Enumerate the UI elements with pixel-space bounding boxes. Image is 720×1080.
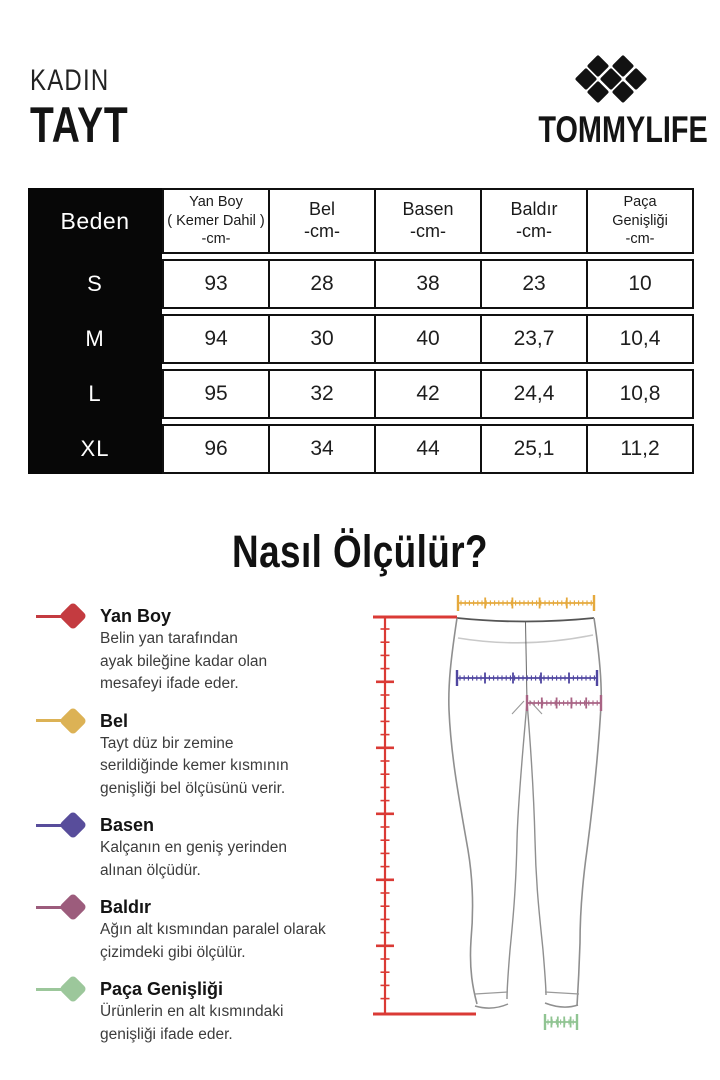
column-header: Yan Boy ( Kemer Dahil ) -cm- <box>162 188 270 254</box>
legend-item-description-line: çizimdeki gibi ölçülür. <box>100 943 246 961</box>
size-value-cell: 38 <box>374 259 482 309</box>
column-header: Basen -cm- <box>374 188 482 254</box>
legend-item <box>36 709 368 801</box>
size-label: M <box>85 326 105 351</box>
size-label: S <box>87 271 103 296</box>
column-header: Paça Genişliği -cm- <box>586 188 694 254</box>
size-value-cell: 23,7 <box>480 314 588 364</box>
size-value-cell: 23 <box>480 259 588 309</box>
size-value-cell: 96 <box>162 424 270 474</box>
column-header: Baldır -cm- <box>480 188 588 254</box>
legend-item-description-line: genişliği ifade eder. <box>100 1025 233 1043</box>
size-value-cell: 95 <box>162 369 270 419</box>
diamond-marker-icon <box>36 709 100 733</box>
table-body <box>162 259 694 474</box>
size-value-cell: 10 <box>586 259 694 309</box>
legend-item <box>36 813 368 882</box>
legend-item-title: Yan Boy <box>100 606 172 626</box>
how-to-measure-title: Nasıl Ölçülür? <box>232 526 488 577</box>
size-label: XL <box>80 436 110 461</box>
size-table <box>28 188 694 474</box>
legend-item <box>36 977 368 1046</box>
size-label-column <box>28 188 162 474</box>
size-value-cell: 10,8 <box>586 369 694 419</box>
diamond-marker-icon <box>36 813 100 837</box>
size-value-cell: 94 <box>162 314 270 364</box>
legend-item <box>36 895 368 964</box>
size-value-cell: 30 <box>268 314 376 364</box>
product-type-label: TAYT <box>30 97 129 153</box>
brand-logo <box>518 54 708 151</box>
legend-item-description-line: genişliği bel ölçüsünü verir. <box>100 779 286 797</box>
table-cells <box>162 188 694 474</box>
legend-item-description-line: Kalçanın en geniş yerinden <box>100 839 287 856</box>
legend-item-description-line: Tayt düz bir zemine <box>100 734 234 752</box>
measurement-tapes <box>373 595 601 1030</box>
diamond-marker-icon <box>36 895 100 919</box>
legend-item-description-line: Ağın alt kısmından paralel olarak <box>100 921 326 938</box>
size-value-cell: 25,1 <box>480 424 588 474</box>
table-row <box>162 259 694 309</box>
legend-item <box>36 604 368 696</box>
legend-item-title: Basen <box>100 815 155 835</box>
brand-name: TOMMYLIFE <box>538 109 708 150</box>
legend-item-title: Baldır <box>100 897 152 917</box>
size-value-cell: 11,2 <box>586 424 694 474</box>
table-corner-label: Beden <box>60 207 130 234</box>
diamond-marker-icon <box>36 977 100 1001</box>
size-value-cell: 24,4 <box>480 369 588 419</box>
leggings-diagram <box>365 588 720 1070</box>
size-label: L <box>88 381 102 406</box>
diamond-cluster-icon <box>518 54 703 103</box>
size-value-cell: 10,4 <box>586 314 694 364</box>
table-row <box>162 424 694 474</box>
category-label: KADIN <box>30 64 110 97</box>
table-row <box>162 314 694 364</box>
table-row <box>162 369 694 419</box>
size-value-cell: 28 <box>268 259 376 309</box>
legend-item-description-line: ayak bileğine kadar olan <box>100 652 268 670</box>
table-header-row <box>162 188 694 254</box>
size-value-cell: 32 <box>268 369 376 419</box>
leggings-outline <box>449 618 601 1008</box>
legend-item-description-line: serildiğinde kemer kısmının <box>100 757 289 774</box>
legend-item-description-line: Belin yan tarafından <box>100 630 238 647</box>
size-value-cell: 44 <box>374 424 482 474</box>
column-header: Bel -cm- <box>268 188 376 254</box>
legend-item-description-line: Ürünlerin en alt kısmındaki <box>100 1003 284 1020</box>
legend-item-title: Paça Genişliği <box>100 979 224 999</box>
legend-item-description-line: mesafeyi ifade eder. <box>100 675 239 692</box>
measurement-legend <box>36 604 368 1046</box>
legend-item-description-line: alınan ölçüdür. <box>100 861 201 879</box>
size-value-cell: 34 <box>268 424 376 474</box>
size-value-cell: 42 <box>374 369 482 419</box>
size-value-cell: 93 <box>162 259 270 309</box>
diamond-marker-icon <box>36 604 100 628</box>
legend-item-title: Bel <box>100 710 129 731</box>
size-value-cell: 40 <box>374 314 482 364</box>
